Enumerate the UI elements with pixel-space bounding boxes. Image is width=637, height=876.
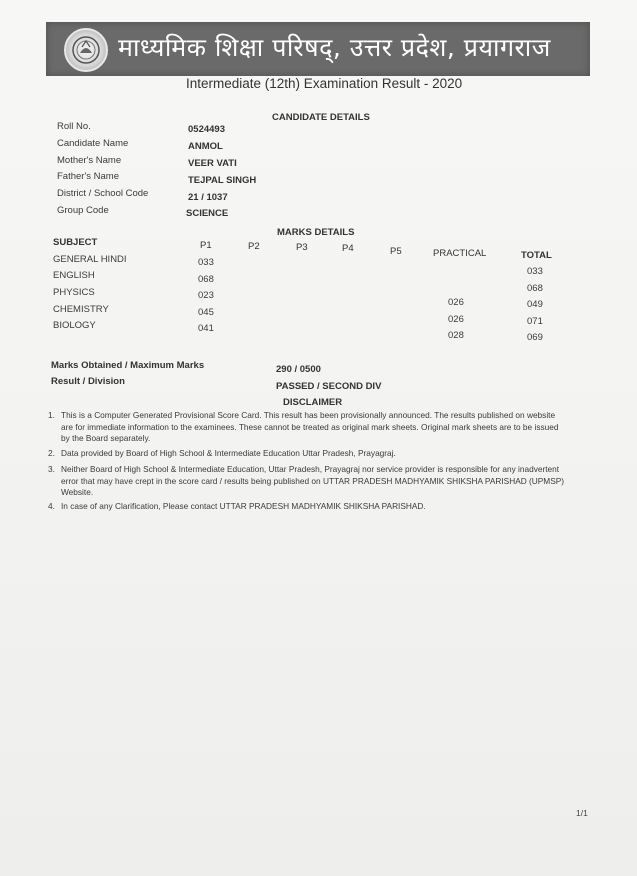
p1-header: P1 [200,240,212,251]
disclaimer-item: 3. Neither Board of High School & Intermediate Education, Uttar Pradesh, Prayagraj nor service provider is responsible for any inadvertent error that may have crept in the score card / results being published on UTTAR PRADESH MADHYAMIK SHIKSHA PARISHAD (UPMSP) Website. [48,464,565,497]
p1-mark: 023 [198,290,214,301]
practical-header: PRACTICAL [433,248,487,259]
mother-name-label: Mother's Name [57,155,122,166]
group-code-label: Group Code [57,205,109,216]
total-mark: 069 [527,332,543,343]
disclaimer-item: 2. Data provided by Board of High School & Intermediate Education Uttar Pradesh, Prayagraj. [48,448,396,458]
total-mark: 071 [527,316,543,327]
disclaimer-heading: DISCLAIMER [283,397,343,408]
p1-mark: 045 [198,307,214,318]
total-header: TOTAL [521,250,552,261]
marks-obtained-value: 290 / 0500 [276,364,321,375]
mother-name-value: VEER VATI [188,158,237,169]
result-division-label: Result / Division [51,376,125,387]
total-mark: 049 [527,299,543,310]
board-header-banner [46,22,590,76]
disclaimer-item: 1. This is a Computer Generated Provisional Score Card. This result has been provisionally announced. The results published on website are for immediate information to the examinees. These cannot be treated as original mark sheets. Original mark sheets are to be issued by the Board separately. [48,410,559,443]
practical-mark: 026 [448,314,464,325]
practical-mark: 026 [448,297,464,308]
district-school-code-value: 21 / 1037 [188,192,228,203]
total-mark: 068 [527,283,543,294]
subject-name: ENGLISH [53,270,95,281]
subject-name: GENERAL HINDI [53,254,127,265]
roll-no-label: Roll No. [57,121,91,132]
p4-header: P4 [342,243,354,254]
district-school-code-label: District / School Code [57,188,149,199]
p1-mark: 068 [198,274,214,285]
page-number: 1/1 [576,808,588,818]
up-government-emblem-icon [64,28,108,72]
subject-name: CHEMISTRY [53,304,109,315]
p1-mark: 033 [198,257,214,268]
result-division-value: PASSED / SECOND DIV [276,381,382,392]
p1-mark: 041 [198,323,214,334]
subject-name: PHYSICS [53,287,95,298]
marks-details-heading: MARKS DETAILS [277,227,355,238]
marks-obtained-label: Marks Obtained / Maximum Marks [51,360,205,371]
subject-name: BIOLOGY [53,320,96,331]
practical-mark: 028 [448,330,464,341]
group-code-value: SCIENCE [186,208,229,219]
father-name-value: TEJPAL SINGH [188,175,257,186]
board-title: माध्यमिक शिक्षा परिषद्, उत्तर प्रदेश, प्रयागराज [118,33,551,62]
roll-no-value: 0524493 [188,124,225,135]
p2-header: P2 [248,241,260,252]
father-name-label: Father's Name [57,171,120,182]
disclaimer-item: 4. In case of any Clarification, Please contact UTTAR PRADESH MADHYAMIK SHIKSHA PARISHAD. [48,501,426,511]
subject-header: SUBJECT [53,237,98,248]
p5-header: P5 [390,246,402,257]
exam-title: Intermediate (12th) Examination Result - 2020 [186,76,463,91]
total-mark: 033 [527,266,543,277]
candidate-name-value: ANMOL [188,141,223,152]
candidate-name-label: Candidate Name [57,138,129,149]
candidate-details-heading: CANDIDATE DETAILS [272,112,370,123]
p3-header: P3 [296,242,308,253]
